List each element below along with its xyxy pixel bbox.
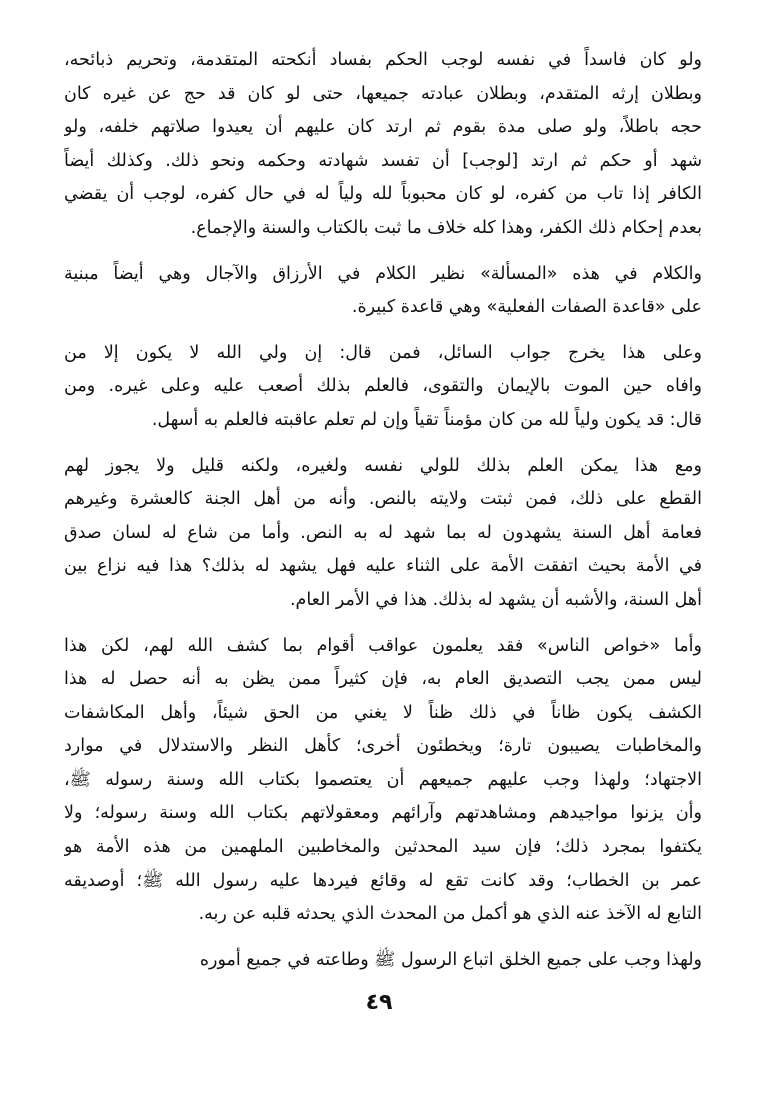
text-line: فعامة أهل السنة يشهدون له بما شهد له به النص. وأما من شاع له لسان صدق bbox=[64, 522, 702, 543]
text-line: وبطلان إرثه المتقدم، وبطلان عبادته جميعها، حتى لو كان قد حج عن غيره كان bbox=[64, 83, 702, 104]
text-line: حجه باطلاً، ولو صلى مدة بقوم ثم ارتد كان عليهم أن يعيدوا صلاتهم خلفه، ولو bbox=[64, 117, 702, 138]
text-line: والكلام في هذه «المسألة» نظير الكلام في الأرزاق والآجال وهي أيضاً مبنية bbox=[64, 263, 702, 284]
text-line: ولهذا وجب على جميع الخلق اتباع الرسول ﷺ وطاعته في جميع أموره bbox=[199, 949, 702, 970]
text-line: وأن يزنوا مواجيدهم ومشاهدتهم وآرائهم ومعقولاتهم بكتاب الله وسنة رسوله؛ ولا bbox=[64, 803, 702, 824]
text-line: عمر بن الخطاب؛ وقد كانت تقع له وقائع فيردها عليه رسول الله ﷺ؛ أوصديقه bbox=[64, 870, 702, 891]
text-line: ولو كان فاسداً في نفسه لوجب الحكم بفساد أنكحته المتقدمة، وتحريم ذبائحه، bbox=[64, 50, 702, 70]
text-line: القطع على ذلك، فمن ثبتت ولايته بالنص. وأنه من أهل الجنة كالعشرة وغيرهم bbox=[64, 489, 702, 510]
text-line: بعدم إحكام ذلك الكفر، وهذا كله خلاف ما ثبت بالكتاب والسنة والإجماع. bbox=[190, 217, 702, 238]
paragraph bbox=[64, 337, 702, 438]
text-line: أهل السنة، والأشبه أن يشهد له بذلك. هذا في الأمر العام. bbox=[289, 589, 702, 610]
text-line: شهد أو حكم ثم ارتد [لوجب] أن تفسد شهادته وحكمه ونحو ذلك. وكذلك أيضاً bbox=[64, 150, 702, 171]
text-line: الكشف يكون ظاناً في ذلك ظناً لا يغني من الحق شيئاً، وأهل المكاشفات bbox=[64, 702, 702, 723]
text-line: وأما «خواص الناس» فقد يعلمون عواقب أقوام بما كشف الله لهم، لكن هذا bbox=[64, 635, 702, 656]
text-line: في الأمة بحيث اتفقت الأمة على الثناء عليه فهل يشهد له بذلك؟ هذا فيه نزاع بين bbox=[64, 556, 702, 577]
text-line: وعلى هذا يخرج جواب السائل، فمن قال: إن ولي الله لا يكون إلا من bbox=[64, 342, 702, 363]
paragraph bbox=[64, 258, 702, 325]
paragraph bbox=[64, 630, 702, 932]
text-line: وافاه حين الموت بالإيمان والتقوى، فالعلم بذلك أصعب عليه وعلى غيره. ومن bbox=[64, 376, 702, 397]
text-line: الاجتهاد؛ ولهذا وجب عليهم جميعهم أن يعتصموا بكتاب الله وسنة رسوله ﷺ، bbox=[64, 769, 702, 790]
text-line: يكتفوا بمجرد ذلك؛ فإن سيد المحدثين والمخاطبين الملهمين من هذه الأمة هو bbox=[64, 837, 702, 858]
text-line: التابع له الآخذ عنه الذي هو أكمل من المحدث الذي يحدثه قلبه عن ربه. bbox=[198, 904, 702, 925]
text-line: والمخاطبات يصيبون تارة؛ ويخطئون أخرى؛ كأهل النظر والاستدلال في موارد bbox=[64, 736, 702, 757]
paragraph bbox=[64, 44, 702, 246]
page-number: ٤٩ bbox=[365, 990, 393, 1015]
text-line: ومع هذا يمكن العلم بذلك للولي نفسه ولغيره، ولكنه قليل ولا يجوز لهم bbox=[64, 455, 702, 476]
text-line: الكافر إذا تاب من كفره، لو كان محبوباً لله ولياً له في حال كفره، لوجب أن يقضي bbox=[64, 184, 702, 205]
paragraph bbox=[64, 944, 702, 978]
text-line: قال: قد يكون ولياً لله من كان مؤمناً تقياً وإن لم تعلم عاقبته فالعلم به أسهل. bbox=[151, 409, 702, 430]
body-text bbox=[64, 44, 702, 989]
text-line: ليس ممن يجب التصديق العام به، فإن كثيراً ممن يظن به أنه حصل له هذا bbox=[64, 669, 702, 690]
paragraph bbox=[64, 450, 702, 618]
text-line: على «قاعدة الصفات الفعلية» وهي قاعدة كبيرة. bbox=[351, 297, 702, 318]
